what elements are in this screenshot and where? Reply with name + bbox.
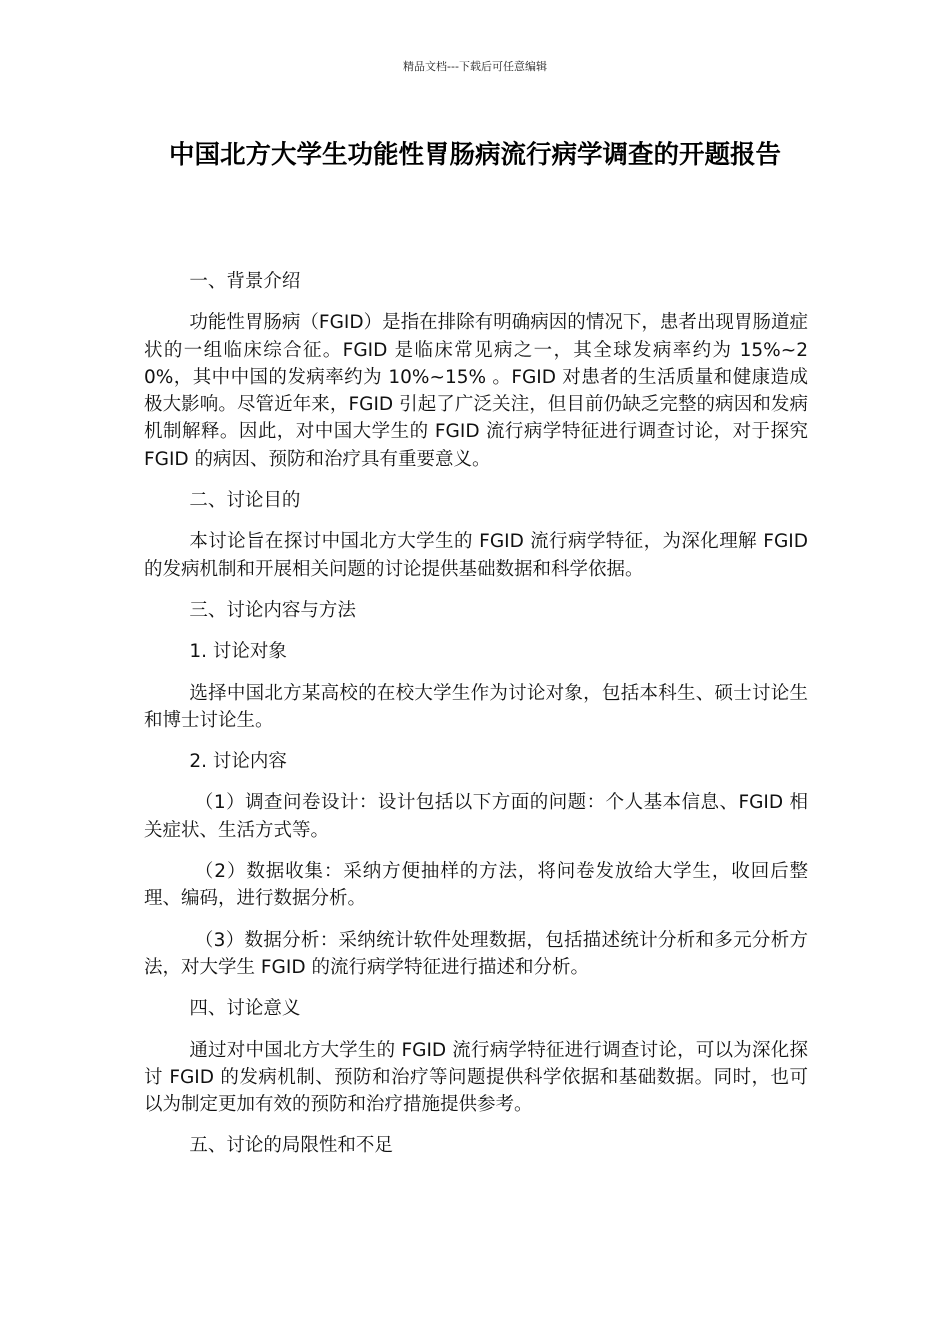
section-heading-purpose: 二、讨论目的 — [189, 490, 301, 512]
list-item-data-analysis: （3）数据分析：采纳统计软件处理数据，包括描述统计分析和多元分析方法，对大学生 FGID 的流行病学特征进行描述和分析。 — [144, 929, 808, 978]
paragraph-background: 功能性胃肠病（FGID）是指在排除有明确病因的情况下，患者出现胃肠道症状的一组临床综合征。FGID 是临床常见病之一，其全球发病率约为 15%~20%，其中中国的发病率约为 10%~15% 。FGID 对患者的生活质量和健康造成极大影响。尽管近年来，FGID 引起了广泛关注，但目前仍缺乏完整的病因和发病机制解释。因此，对中国大学生的 FGID 流行病学特征进行调查讨论，对于探究 FGID 的病因、预防和治疗具有重要意义。 — [144, 312, 808, 470]
document-title: 中国北方大学生功能性胃肠病流行病学调查的开题报告 — [168, 140, 781, 170]
section-heading-significance: 四、讨论意义 — [189, 998, 301, 1020]
list-item-data-collection: （2）数据收集：采纳方便抽样的方法，将问卷发放给大学生，收回后整理、编码，进行数据分析。 — [144, 861, 808, 910]
paragraph-purpose: 本讨论旨在探讨中国北方大学生的 FGID 流行病学特征，为深化理解 FGID 的发病机制和开展相关问题的讨论提供基础数据和科学依据。 — [144, 531, 808, 580]
list-item-questionnaire: （1）调查问卷设计：设计包括以下方面的问题：个人基本信息、FGID 相关症状、生活方式等。 — [144, 792, 808, 841]
section-heading-background: 一、背景介绍 — [189, 271, 301, 292]
section-heading-methods: 三、讨论内容与方法 — [189, 599, 356, 621]
subheading-content: 2. 讨论内容 — [189, 751, 287, 773]
section-heading-limitations: 五、讨论的局限性和不足 — [189, 1135, 393, 1157]
document-body — [144, 268, 808, 1174]
paragraph-subject: 选择中国北方某高校的在校大学生作为讨论对象，包括本科生、硕士讨论生和博士讨论生。 — [144, 682, 808, 731]
header-note: 精品文档---下载后可任意编辑 — [403, 60, 547, 73]
subheading-subject: 1. 讨论对象 — [189, 641, 287, 663]
paragraph-significance: 通过对中国北方大学生的 FGID 流行病学特征进行调查讨论，可以为深化探讨 FGID 的发病机制、预防和治疗等问题提供科学依据和基础数据。同时，也可以为制定更加有效的预防和治疗措施提供参考。 — [144, 1039, 808, 1116]
